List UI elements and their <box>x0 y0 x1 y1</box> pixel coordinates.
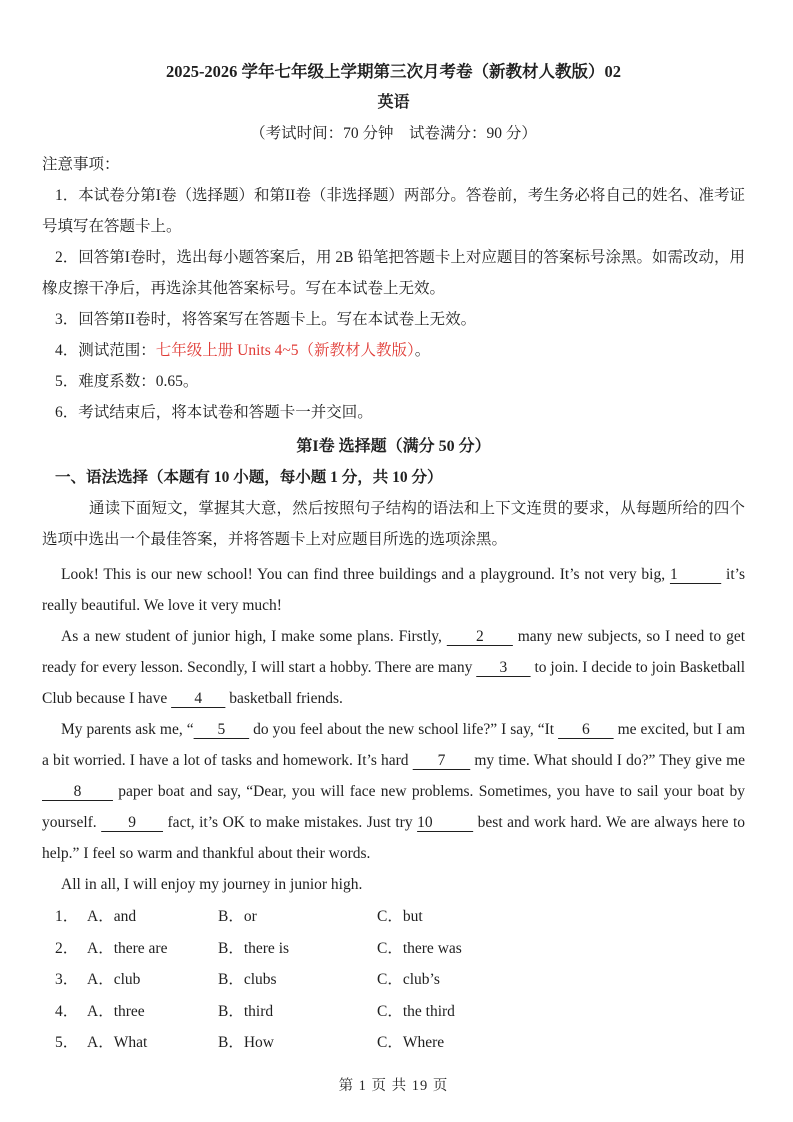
page-number: 第 1 页 共 19 页 <box>338 1077 449 1094</box>
option-3b: B．clubs <box>218 971 277 988</box>
question-row-3 <box>42 964 745 996</box>
question-number: 1． <box>55 908 79 925</box>
text-run: do you feel about the new school life?” I say, “It <box>249 721 559 738</box>
notices-heading: 注意事项： <box>42 156 120 173</box>
part-instructions: 通读下面短文，掌握其大意，然后按照句子结构的语法和上下文连贯的要求，从每题所给的四个选项中选出一个最佳答案，并将答题卡上对应题目所选的选项涂黑。 <box>42 500 745 548</box>
notice-item-6 <box>42 397 745 428</box>
option-5b: B．How <box>218 1034 274 1051</box>
text-run: it’s really beautiful. We love it very much! <box>42 566 746 614</box>
grammar-questions <box>42 901 745 1059</box>
text-run: best and work hard. We are always here to help.” I feel so warm and thankful about their words. <box>42 814 746 862</box>
option-3a: A．club <box>87 971 141 988</box>
text-run: 1．本试卷分第I卷（选择题）和第II卷（非选择题）两部分。答卷前，考生务必将自己的姓名、准考证号填写在答题卡上。 <box>42 187 745 235</box>
question-row-4 <box>42 996 745 1028</box>
option-5c: C．Where <box>377 1034 445 1051</box>
option-2b: B．there is <box>218 939 290 957</box>
option-4c: C．the third <box>377 1002 455 1020</box>
text-run: 5．难度系数：0.65。 <box>55 373 199 390</box>
option-4b: B．third <box>218 1002 274 1020</box>
option-1b: B．or <box>218 908 257 925</box>
text-run: Look! This is our new school! You can find three buildings and a playground. It’s not very big, <box>61 566 670 583</box>
notice-item-1 <box>42 180 745 242</box>
text-run: All in all, I will enjoy my journey in junior high. <box>61 876 363 893</box>
option-1a: A．and <box>87 908 137 925</box>
notice-item-3 <box>42 304 745 335</box>
question-number: 4． <box>55 1002 79 1020</box>
part-title: 一、语法选择（本题有 10 小题，每小题 1 分，共 10 分） <box>55 469 443 486</box>
text-run: My parents ask me, “ <box>61 721 194 738</box>
option-5a: A．What <box>87 1034 148 1051</box>
question-row-5 <box>42 1027 745 1059</box>
question-row-1 <box>42 901 745 933</box>
blank-2: 2 <box>446 628 513 645</box>
notice-item-4 <box>42 335 745 366</box>
blank-10: 10 <box>417 814 474 831</box>
text-run: As a new student of junior high, I make some plans. Firstly, <box>61 628 447 645</box>
blank-5: 5 <box>193 721 250 738</box>
text-run: many new subjects, so I need to get ready for every lesson. Secondly, I will start a hobby. There are many <box>42 628 746 676</box>
text-run: 2．回答第I卷时，选出每小题答案后，用 2B 铅笔把答题卡上对应题目的答案标号涂黑。如需改动，用橡皮擦干净后，再选涂其他答案标号。写在本试卷上无效。 <box>42 249 745 297</box>
passage-paragraph-2 <box>42 621 745 714</box>
question-number: 2． <box>55 939 79 957</box>
text-run: 3．回答第II卷时，将答案写在答题卡上。写在本试卷上无效。 <box>55 311 477 328</box>
text-run: 。 <box>414 342 431 359</box>
passage-paragraph-4 <box>42 869 745 900</box>
option-3c: C．club’s <box>377 971 440 988</box>
option-2c: C．there was <box>377 939 462 957</box>
notice-item-5 <box>42 366 745 397</box>
notices-list <box>42 180 745 428</box>
blank-8: 8 <box>42 783 113 800</box>
blank-9: 9 <box>101 814 164 831</box>
passage-paragraph-3 <box>42 714 745 869</box>
passage-paragraph-1 <box>42 559 745 621</box>
blank-3: 3 <box>476 659 531 676</box>
question-number: 3． <box>55 971 79 988</box>
option-1c: C．but <box>377 908 423 925</box>
cloze-passage <box>42 559 745 900</box>
question-row-2 <box>42 933 745 965</box>
text-run: to join. I decide to join Basketball Club because I have <box>42 659 745 707</box>
option-4a: A．three <box>87 1002 145 1020</box>
text-run: 6．考试结束后，将本试卷和答题卡一并交回。 <box>55 404 373 421</box>
blank-7: 7 <box>412 752 471 769</box>
text-run: my time. What should I do?” They give me <box>470 752 746 769</box>
text-run: fact, it’s OK to make mistakes. Just try <box>163 814 418 831</box>
blank-4: 4 <box>171 690 226 707</box>
text-run: me excited, but I am a bit worried. I have a lot of tasks and homework. It’s hard <box>42 721 746 769</box>
question-number: 5． <box>55 1034 79 1051</box>
highlighted-text: 七年级上册 Units 4~5（新教材人教版） <box>155 342 415 359</box>
text-run: paper boat and say, “Dear, you will face new problems. Sometimes, you have to sail your boat by yourself. <box>42 783 746 831</box>
subject-title: 英语 <box>377 94 410 111</box>
exam-info: （考试时间：70 分钟 试卷满分：90 分） <box>250 125 537 142</box>
page-title: 2025-2026 学年七年级上学期第三次月考卷（新教材人教版）02 <box>165 62 622 81</box>
volume-title: 第I卷 选择题（满分 50 分） <box>296 438 491 455</box>
blank-1: 1 <box>669 566 722 583</box>
option-2a: A．there are <box>87 939 168 957</box>
text-run: 4．测试范围： <box>55 342 156 359</box>
blank-6: 6 <box>558 721 614 738</box>
text-run: basketball friends. <box>225 690 343 707</box>
notice-item-2 <box>42 242 745 304</box>
